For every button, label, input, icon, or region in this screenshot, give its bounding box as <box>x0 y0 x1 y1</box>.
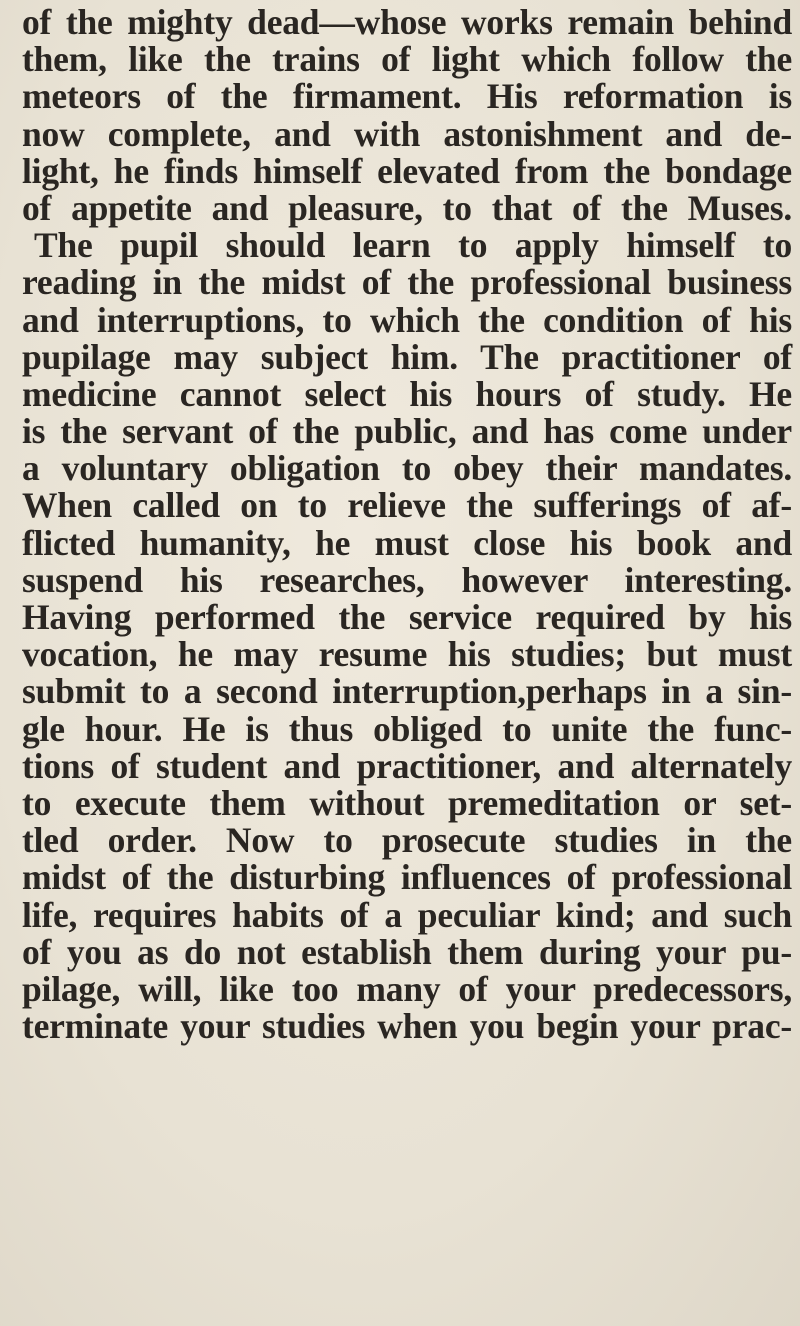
text-line: of appetite and pleasure, to that of the Muses. <box>22 187 792 228</box>
text-line: tions of student and practitioner, and alternately <box>22 745 792 786</box>
text-line: Having performed the service required by his <box>22 597 792 637</box>
text-line: light, he finds himself elevated from the bondage <box>22 150 792 191</box>
text-line: of the mighty dead—whose works remain behind <box>22 2 792 42</box>
text-line: is the servant of the public, and has come under <box>22 411 792 452</box>
text-line: now complete, and with astonishment and de- <box>22 113 792 154</box>
text-line: pilage, will, like too many of your predecessors, <box>22 968 792 1009</box>
text-line: life, requires habits of a peculiar kind; and such <box>22 894 792 935</box>
text-line: meteors of the firmament. His reformation is <box>22 76 792 117</box>
text-line: and interruptions, to which the condition of his <box>22 299 792 340</box>
text-line: vocation, he may resume his studies; but must <box>22 634 792 675</box>
text-line: of you as do not establish them during your pu- <box>22 931 792 972</box>
text-line: submit to a second interruption,perhaps in a sin- <box>22 671 792 712</box>
text-line: midst of the disturbing influences of professional <box>22 857 792 898</box>
text-line: gle hour. He is thus obliged to unite the func- <box>22 708 792 749</box>
text-line: When called on to relieve the sufferings of af- <box>22 485 792 526</box>
text-line: reading in the midst of the professional business <box>22 262 792 303</box>
page-text <box>22 4 792 1045</box>
text-line: flicted humanity, he must close his book and <box>22 522 792 563</box>
text-line: medicine cannot select his hours of study. He <box>22 373 792 414</box>
text-line: terminate your studies when you begin your prac- <box>22 1006 792 1047</box>
text-line: them, like the trains of light which follow the <box>22 39 792 80</box>
text-line: a voluntary obligation to obey their mandates. <box>22 448 792 489</box>
text-line: suspend his researches, however interesting. <box>22 559 792 600</box>
text-line: to execute them without premeditation or set- <box>22 782 792 823</box>
text-line: The pupil should learn to apply himself to <box>34 225 792 266</box>
text-line: pupilage may subject him. The practitioner of <box>22 336 792 377</box>
text-line: tled order. Now to prosecute studies in the <box>22 820 792 861</box>
